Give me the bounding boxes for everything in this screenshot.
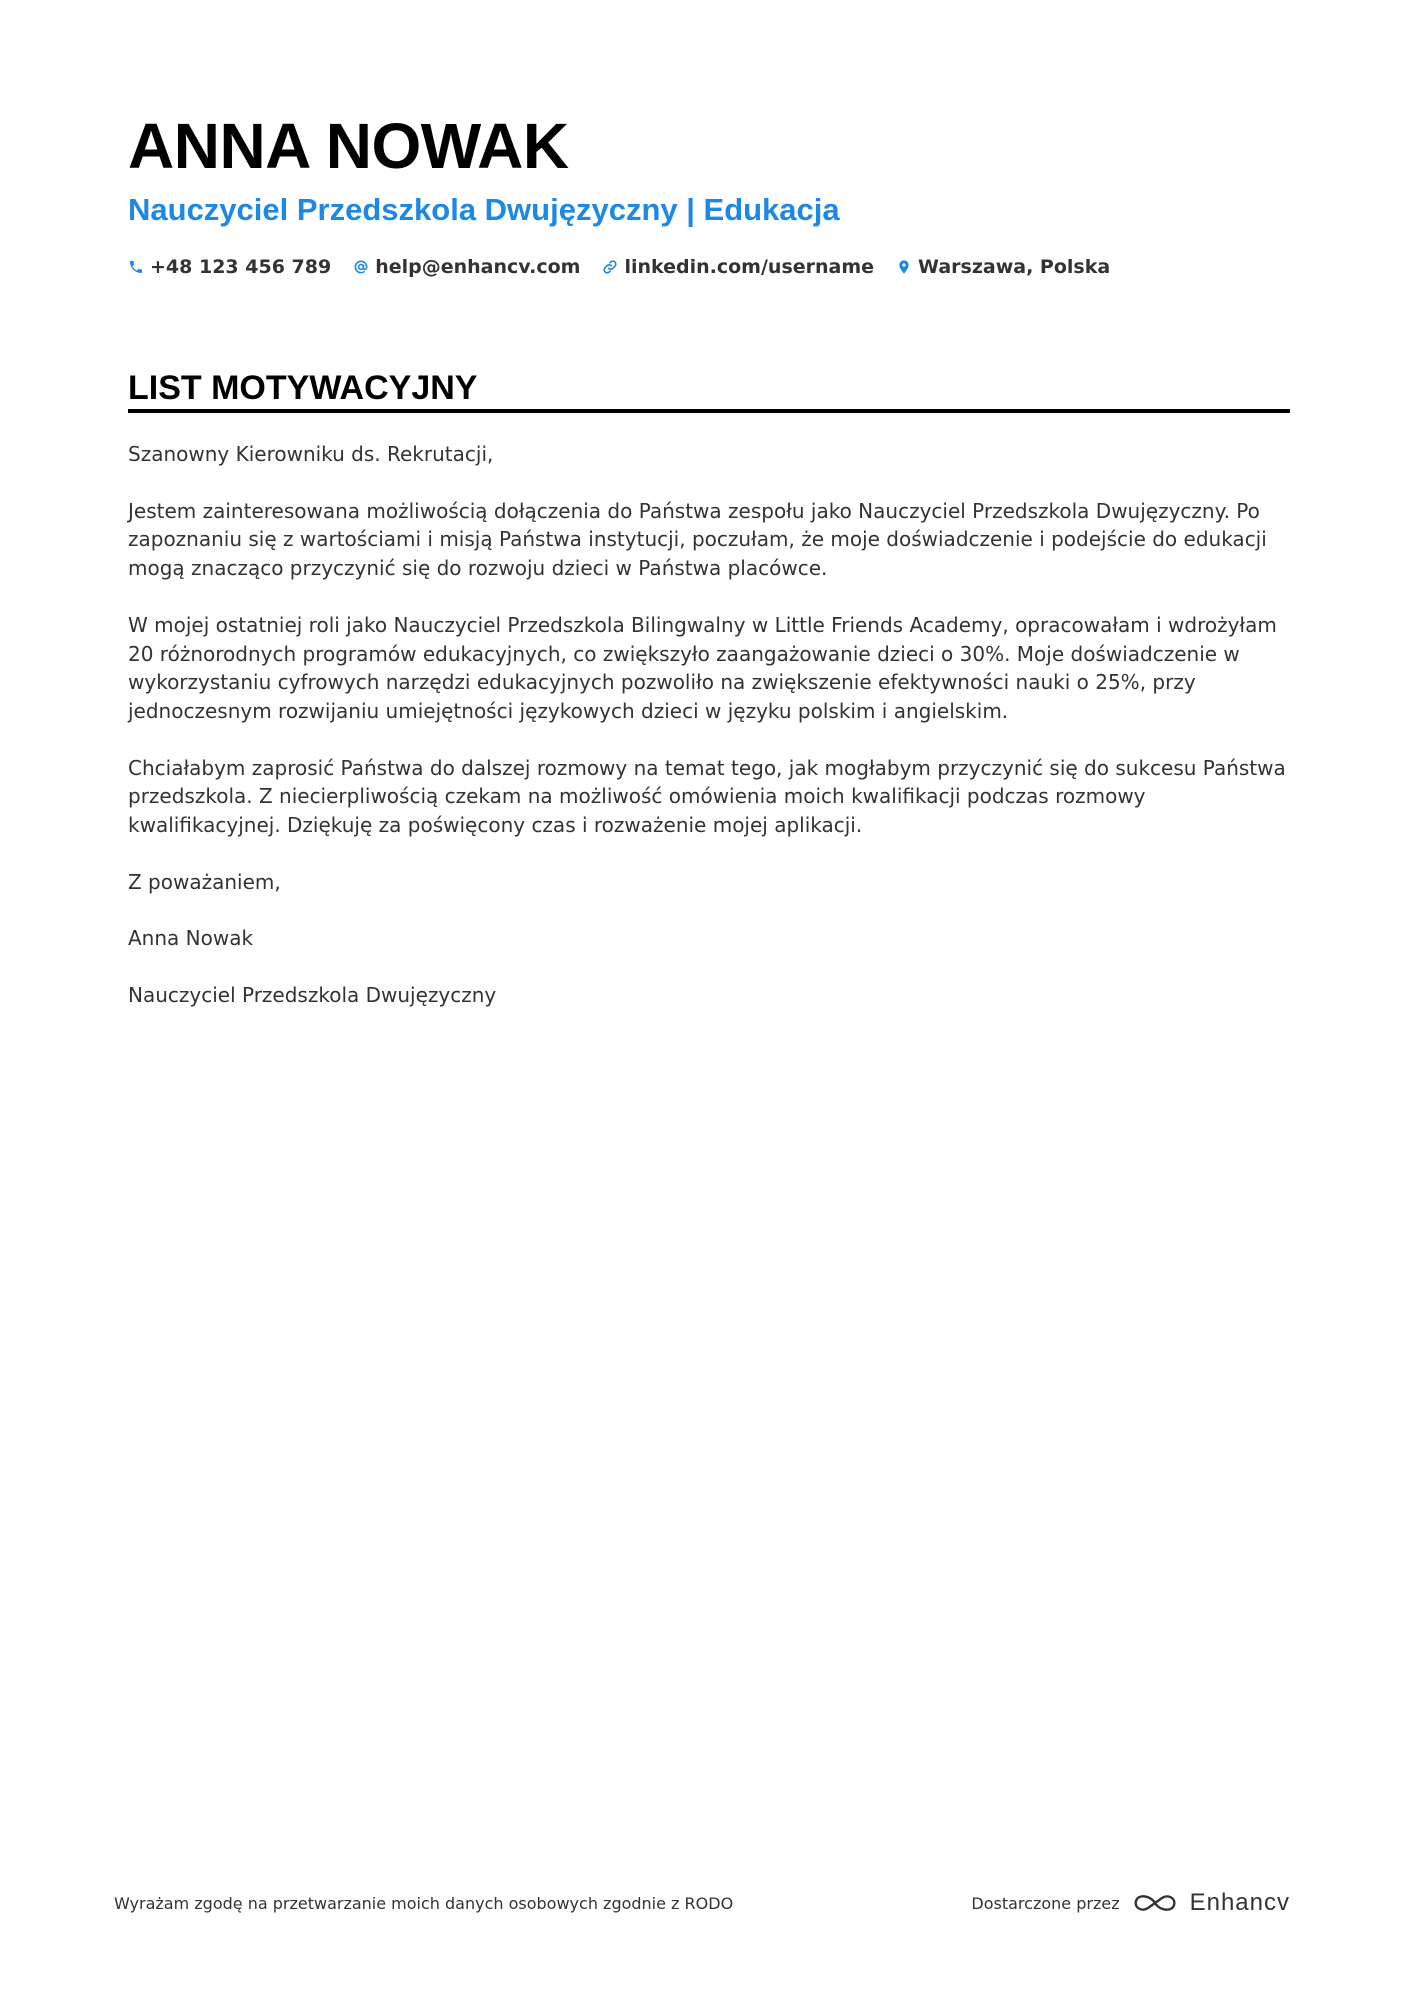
phone-number[interactable]: +48 123 456 789 xyxy=(150,256,332,278)
contact-location xyxy=(896,256,1110,278)
provided-by-label: Dostarczone przez xyxy=(971,1893,1120,1913)
candidate-name: ANNA NOWAK xyxy=(128,110,569,182)
section-title: LIST MOTYWACYJNY xyxy=(128,369,478,407)
salutation: Szanowny Kierowniku ds. Rekrutacji, xyxy=(128,442,494,466)
letter-paragraph: W mojej ostatniej roli jako Nauczyciel Przedszkola Bilingwalny w Little Friends Academy, opracowałam i wdrożyłam 20 różnorodnych programów edukacyjnych, co zwiększyło zaangażowanie dzieci o 30%. Moje doświadczenie w wykorzystaniu cyfrowych narzędzi edukacyjnych pozwoliło na zwiększenie efektywności nauki o 25%, przy jednoczesnym rozwijaniu umiejętności językowych dzieci w języku polskim i angielskim. xyxy=(128,612,1277,723)
letter-paragraph: Chciałabym zaprosić Państwa do dalszej rozmowy na temat tego, jak mogłabym przyczynić się do sukcesu Państwa przedszkola. Z niecierpliwością czekam na możliwość omówienia moich kwalifikacji podczas rozmowy kwalifikacyjnej. Dziękuję za poświęcony czas i rozważenie mojej aplikacji. xyxy=(128,755,1286,838)
candidate-headline: Nauczyciel Przedszkola Dwujęzyczny | Edukacja xyxy=(128,192,840,227)
brand-name[interactable]: Enhancv xyxy=(1189,1889,1290,1916)
contact-email xyxy=(353,256,580,278)
gdpr-consent: Wyrażam zgodę na przetwarzanie moich danych osobowych zgodnie z RODO xyxy=(114,1894,734,1913)
footer-branding xyxy=(971,1886,1290,1920)
contact-bar xyxy=(128,252,1110,282)
location-pin-icon xyxy=(896,259,912,275)
letter-body xyxy=(128,440,1293,1038)
phone-icon xyxy=(128,259,144,275)
letter-paragraph: Jestem zainteresowana możliwością dołączenia do Państwa zespołu jako Nauczyciel Przedszkola Dwujęzyczny. Po zapoznaniu się z wartościami i misją Państwa instytucji, poczułam, że moje doświadczenie i podejście do edukacji mogą znacząco przyczynić się do rozwoju dzieci w Państwa placówce. xyxy=(128,498,1267,581)
section-divider xyxy=(128,409,1290,413)
contact-linkedin xyxy=(602,256,874,278)
signature-title: Nauczyciel Przedszkola Dwujęzyczny xyxy=(128,983,497,1008)
signature-name: Anna Nowak xyxy=(128,926,254,951)
closing: Z poważaniem, xyxy=(128,869,281,894)
enhancv-logo-icon xyxy=(1132,1890,1178,1916)
at-icon xyxy=(353,259,369,275)
email-address[interactable]: help@enhancv.com xyxy=(375,256,581,278)
linkedin-url[interactable]: linkedin.com/username xyxy=(624,256,875,278)
link-icon xyxy=(602,259,618,275)
location-text: Warszawa, Polska xyxy=(918,256,1111,278)
contact-phone xyxy=(128,256,331,278)
